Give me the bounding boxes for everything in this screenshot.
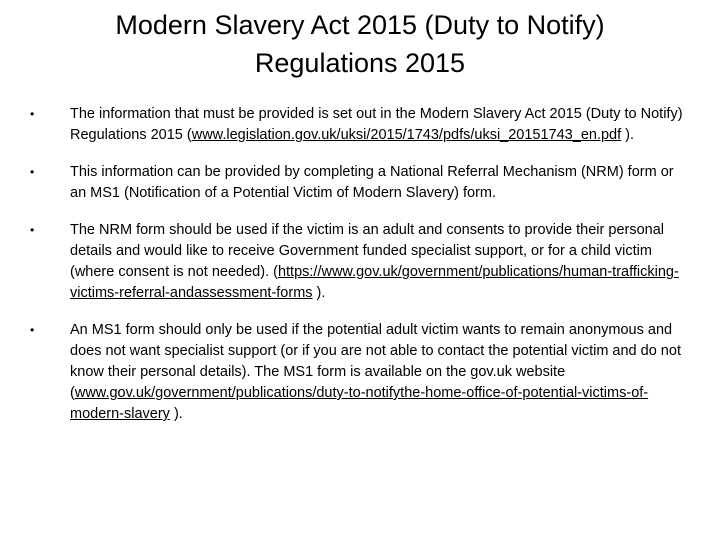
legislation-link[interactable]: www.legislation.gov.uk/uksi/2015/1743/pdfs/uksi_20151743_en.pdf bbox=[191, 127, 622, 143]
duty-to-notify-link[interactable]: www.gov.uk/government/publications/duty-to-notifythe-home-office-of-potential-victims-of-modern-slavery bbox=[70, 385, 649, 422]
bullet-item-regulations bbox=[24, 104, 692, 146]
bullet-text-end: ). bbox=[312, 285, 326, 301]
bullet-dot-icon: • bbox=[30, 165, 35, 179]
title-line-1: Modern Slavery Act 2015 (Duty to Notify) bbox=[115, 10, 605, 40]
title-line-2: Regulations 2015 bbox=[254, 48, 466, 78]
bullet-text: This information can be provided by completing a National Referral Mechanism (NRM) form or an MS1 (Notification of a Potential Victim of Modern Slavery) form. bbox=[70, 164, 674, 201]
bullet-dot-icon: • bbox=[30, 107, 35, 121]
bullet-dot-icon: • bbox=[30, 223, 35, 237]
bullet-list bbox=[24, 104, 692, 425]
nrm-forms-link[interactable]: https://www.gov.uk/government/publications/human-trafficking-victims-referral-andassessment-forms bbox=[70, 264, 679, 301]
bullet-text: The information that must be provided is set out in the Modern Slavery Act 2015 (Duty to Notify) Regulations 2015 ( bbox=[70, 106, 683, 143]
bullet-text: An MS1 form should only be used if the potential adult victim wants to remain anonymous and does not want specialist support (or if you are not able to contact the potential victim and do not know their personal details). The MS1 form is available on the gov.uk website ( bbox=[70, 322, 681, 401]
page-title bbox=[30, 6, 690, 82]
bullet-item-forms bbox=[24, 162, 692, 204]
bullet-dot-icon: • bbox=[30, 323, 35, 337]
bullet-text: The NRM form should be used if the victim is an adult and consents to provide their personal details and would like to receive Government funded specialist support, or for a child victim (where consent is not needed). ( bbox=[70, 222, 664, 280]
bullet-item-ms1 bbox=[24, 320, 692, 425]
bullet-item-nrm bbox=[24, 220, 692, 304]
bullet-text-end: ). bbox=[621, 127, 635, 143]
bullet-text-end: ). bbox=[169, 406, 183, 422]
